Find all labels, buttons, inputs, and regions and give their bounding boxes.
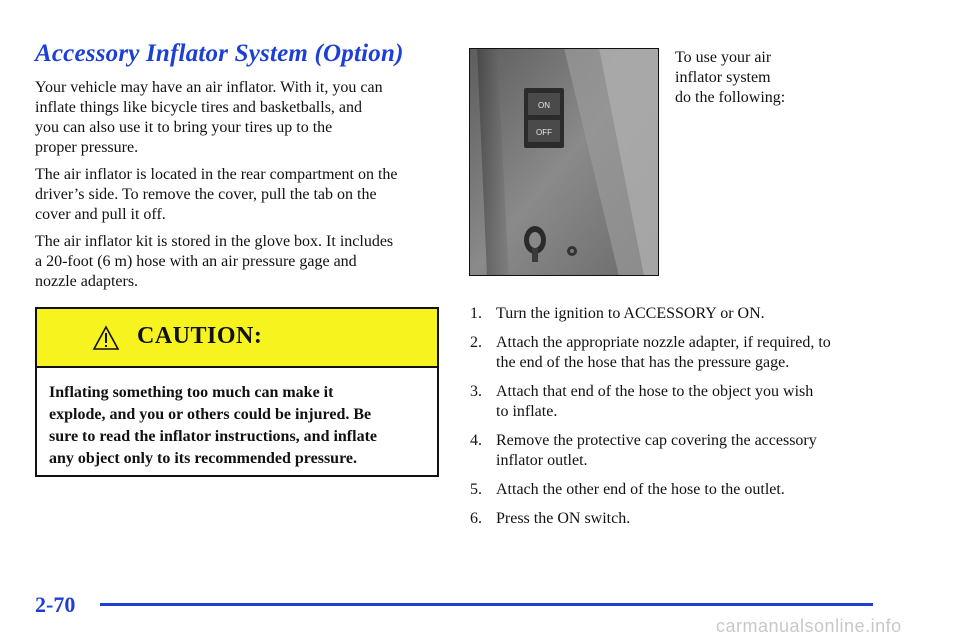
instructions-intro-line: inflator system [675, 69, 771, 86]
step-number: 5. [470, 481, 482, 498]
step-number: 2. [470, 334, 482, 351]
footer-rule [100, 603, 873, 606]
page-number: 2-70 [35, 592, 76, 617]
warning-triangle-icon [92, 325, 120, 351]
location-line: cover and pull it off. [35, 206, 166, 223]
step-text: the end of the hose that has the pressure gage. [496, 354, 790, 371]
caution-line: any object only to its recommended pressure. [49, 450, 357, 467]
step-text: Attach the other end of the hose to the outlet. [496, 481, 785, 498]
step-item [470, 431, 910, 471]
intro-line: you can also use it to bring your tires up to the [35, 119, 333, 136]
step-number: 6. [470, 510, 482, 527]
on-switch-label: ON [538, 101, 550, 110]
step-number: 3. [470, 383, 482, 400]
step-number: 4. [470, 432, 482, 449]
caution-header [37, 309, 437, 368]
step-item [470, 509, 910, 529]
caution-box [35, 307, 439, 477]
step-text: Press the ON switch. [496, 510, 631, 527]
inflator-photo [469, 48, 659, 276]
caution-text [37, 368, 437, 470]
location-line: driver’s side. To remove the cover, pull the tab on the [35, 186, 377, 203]
step-number: 1. [470, 305, 482, 322]
step-text: Attach the appropriate nozzle adapter, if required, to [496, 334, 831, 351]
step-text: Remove the protective cap covering the accessory [496, 432, 817, 449]
step-text: to inflate. [496, 403, 558, 420]
step-item [470, 304, 910, 324]
off-switch-label: OFF [536, 128, 552, 137]
kit-line: a 20-foot (6 m) hose with an air pressure gage and [35, 253, 357, 270]
caution-line: sure to read the inflator instructions, and inflate [49, 428, 378, 445]
steps-list [470, 304, 910, 538]
caution-line: explode, and you or others could be injured. Be [49, 406, 372, 423]
page-title: Accessory Inflator System (Option) [35, 40, 404, 67]
step-item [470, 382, 910, 422]
kit-line: nozzle adapters. [35, 273, 139, 290]
location-paragraph [35, 165, 445, 225]
instructions-intro [675, 48, 785, 108]
watermark: carmanualsonline.info [716, 616, 902, 636]
intro-line: inflate things like bicycle tires and basketballs, and [35, 99, 363, 116]
kit-line: The air inflator kit is stored in the glove box. It includes [35, 233, 394, 250]
kit-paragraph [35, 232, 445, 292]
intro-line: proper pressure. [35, 139, 139, 156]
step-text: Attach that end of the hose to the object you wish [496, 383, 814, 400]
caution-title: CAUTION: [137, 323, 263, 349]
step-item [470, 333, 910, 373]
intro-line: Your vehicle may have an air inflator. With it, you can [35, 79, 383, 96]
instructions-intro-line: To use your air [675, 49, 772, 66]
location-line: The air inflator is located in the rear compartment on the [35, 166, 398, 183]
step-text: inflator outlet. [496, 452, 588, 469]
intro-paragraph [35, 78, 445, 158]
step-item [470, 480, 910, 500]
step-text: Turn the ignition to ACCESSORY or ON. [496, 305, 765, 322]
instructions-intro-line: do the following: [675, 89, 786, 106]
caution-line: Inflating something too much can make it [49, 384, 334, 401]
